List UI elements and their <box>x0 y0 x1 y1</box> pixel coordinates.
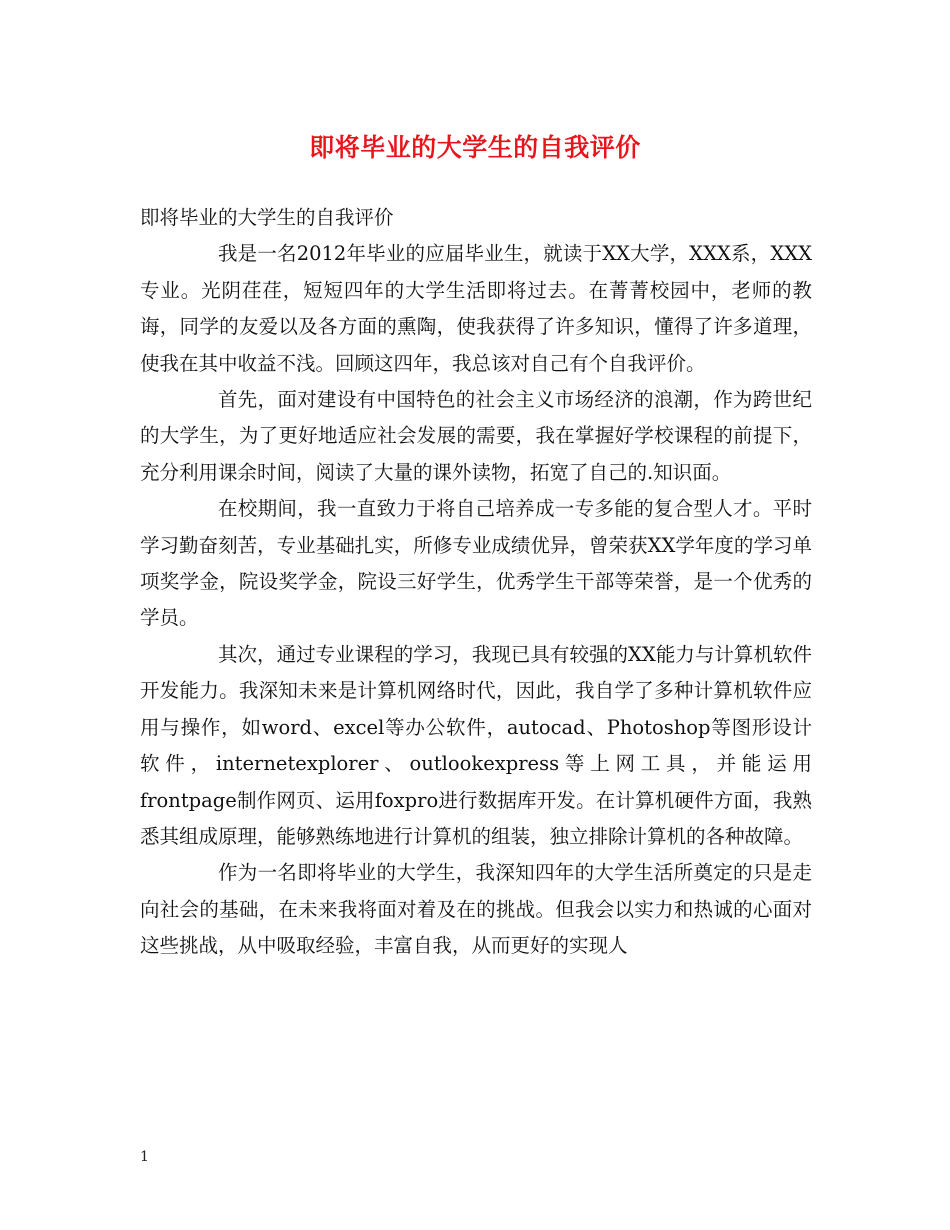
document-subtitle: 即将毕业的大学生的自我评价 <box>140 206 394 229</box>
paragraph-2: 首先，面对建设有中国特色的社会主义市场经济的浪潮，作为跨世纪的大学生，为了更好地适应社会发展的需要，我在掌握好学校课程的前提下，充分利用课余时间，阅读了大量的课外读物，拓宽了自己的.知识面。 <box>140 388 812 484</box>
document-title: 即将毕业的大学生的自我评价 <box>309 133 641 162</box>
paragraph-3: 在校期间，我一直致力于将自己培养成一专多能的复合型人才。平时学习勤奋刻苦，专业基础扎实，所修专业成绩优异，曾荣获XX学年度的学习单项奖学金，院设奖学金，院设三好学生，优秀学生干部等荣誉，是一个优秀的学员。 <box>140 497 812 630</box>
document-body <box>140 200 812 965</box>
paragraph-5: 作为一名即将毕业的大学生，我深知四年的大学生活所奠定的只是走向社会的基础，在未来我将面对着及在的挑战。但我会以实力和热诚的心面对这些挑战，从中吸取经验，丰富自我，从而更好的实现人 <box>140 861 812 958</box>
page-number: 1 <box>140 1149 149 1165</box>
paragraph-1: 我是一名2012年毕业的应届毕业生，就读于XX大学，XXX系，XXX专业。光阴荏荏，短短四年的大学生活即将过去。在菁菁校园中，老师的教诲，同学的友爱以及各方面的熏陶，使我获得了许多知识，懂得了许多道理，使我在其中收益不浅。回顾这四年，我总该对自己有个自我评价。 <box>140 242 812 375</box>
paragraph-4: 其次，通过专业课程的学习，我现已具有较强的XX能力与计算机软件开发能力。我深知未来是计算机网络时代，因此，我自学了多种计算机软件应用与操作，如word、excel等办公软件，autocad、Photoshop等图形设计软件，internetexplorer、outlookexpress等上网工具，并能运用frontpage制作网页、运用foxpro进行数据库开发。在计算机硬件方面，我熟悉其组成原理，能够熟练地进行计算机的组装，独立排除计算机的各种故障。 <box>140 642 812 848</box>
